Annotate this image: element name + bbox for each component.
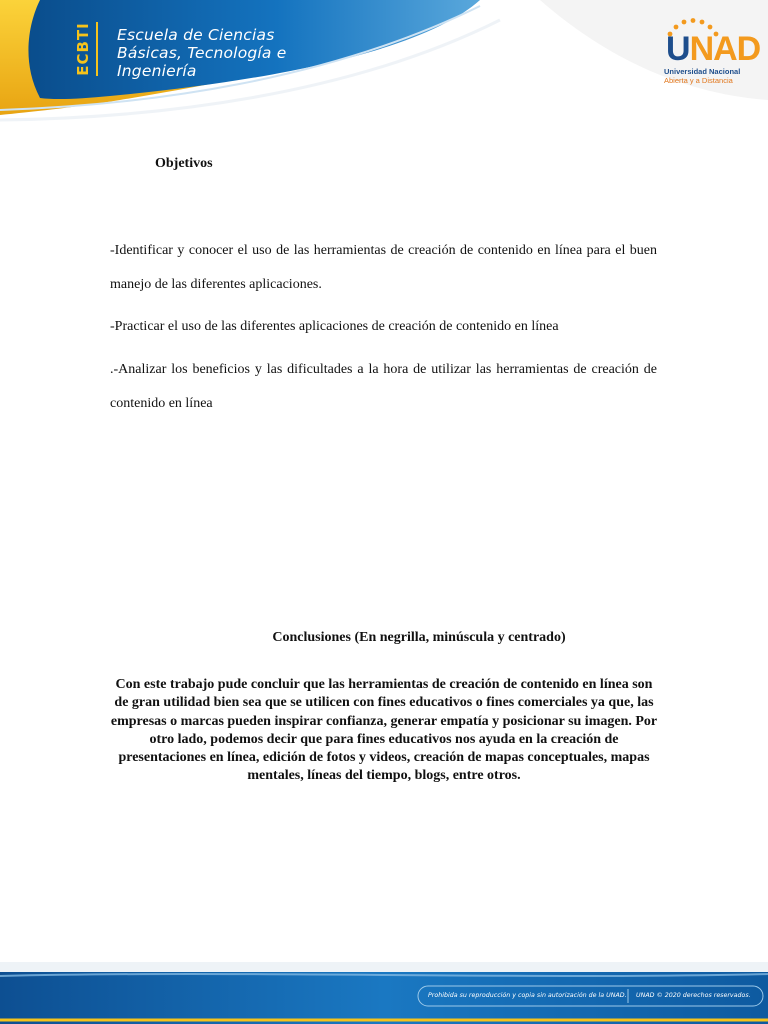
ecbti-vertical-label: ECBTI: [74, 22, 93, 76]
conclusions-body: Con este trabajo pude concluir que las herramientas de creación de contenido en línea son de gran utilidad bien sea que se utilicen con fines educativos o fines comerciales ya que, las empresas o marcas pueden inspirar confianza, generar empatía y posicionar su imagen. Por otro lado, podemos decir que para fines educativos nos ayuda en la creación de presentaciones en línea, edición de fotos y videos, creación de mapas conceptuales, mapas mentales, líneas del tiempo, blogs, entre otros.: [110, 677, 658, 784]
school-name-line-1: Escuela de Ciencias: [117, 26, 275, 44]
ecbti-divider: [96, 22, 98, 76]
page-header: [0, 0, 768, 135]
conclusions-title: Conclusiones (En negrilla, minúscula y centrado): [272, 630, 566, 645]
objective-item-3: .-Analizar los beneficios y las dificultades a la hora de utilizar las herramientas de creación de contenido en línea: [110, 362, 657, 411]
school-name-line-2: Básicas, Tecnología e: [117, 44, 287, 62]
school-name: [117, 26, 286, 80]
school-name-line-3: Ingeniería: [117, 62, 197, 80]
unad-logo: [660, 18, 761, 88]
unad-subtitle: Universidad Nacional Abierta y a Distancia: [664, 67, 741, 85]
footer-rights-notice: UNAD © 2020 derechos reservados.: [636, 992, 751, 999]
objectives-title: Objetivos: [155, 156, 213, 171]
objective-item-1: -Identificar y conocer el uso de las herramientas de creación de contenido en línea para el buen manejo de las diferentes aplicaciones.: [110, 243, 657, 292]
unad-wordmark: UNAD: [666, 30, 761, 68]
header-wave-banner: [0, 0, 768, 135]
footer-copy-notice: Prohibida su reproducción y copia sin autorización de la UNAD.: [428, 992, 627, 999]
objective-item-2: -Practicar el uso de las diferentes aplicaciones de creación de contenido en línea: [110, 319, 559, 334]
